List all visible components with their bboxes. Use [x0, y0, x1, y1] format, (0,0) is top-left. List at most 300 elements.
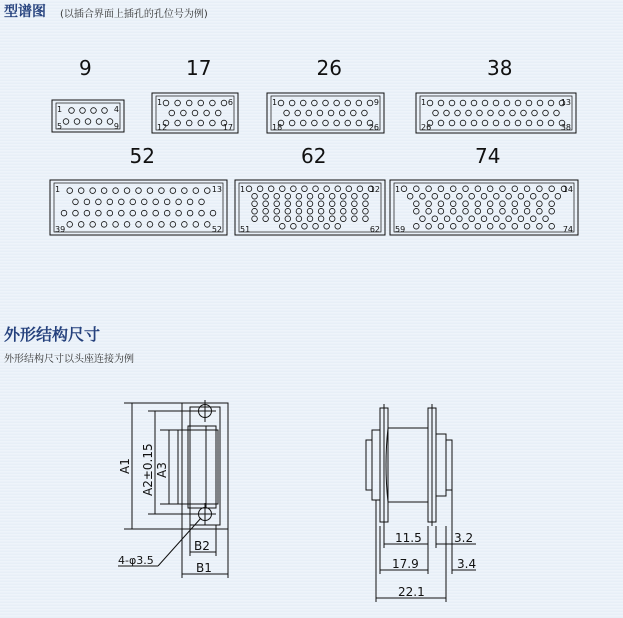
pin-hole — [537, 120, 543, 126]
pin-hole — [90, 188, 96, 194]
pin-hole — [537, 186, 543, 192]
pin-hole — [69, 108, 75, 114]
pin-hole — [328, 110, 334, 116]
pin-hole — [312, 100, 318, 106]
pin-hole — [192, 110, 198, 116]
pin-number-lastrow-first: 18 — [272, 123, 283, 132]
pin-hole — [317, 110, 323, 116]
pin-hole — [257, 186, 263, 192]
pin-hole — [512, 223, 518, 229]
pin-number-last: 62 — [369, 225, 380, 234]
pin-hole — [549, 201, 555, 207]
pin-hole — [193, 188, 199, 194]
pin-hole — [506, 216, 512, 222]
pin-hole — [141, 199, 147, 205]
pin-hole — [136, 222, 142, 228]
pin-hole — [524, 223, 530, 229]
connector-9-pin-layout — [52, 56, 124, 132]
pin-hole — [289, 100, 295, 106]
pin-hole — [335, 223, 341, 229]
pin-hole — [296, 193, 302, 199]
pin-hole — [450, 201, 456, 207]
pin-hole — [481, 193, 487, 199]
pin-hole — [532, 110, 538, 116]
pin-hole — [463, 201, 469, 207]
dim-11-5: 11.5 — [395, 531, 422, 545]
pin-number-first: 1 — [57, 105, 63, 114]
pin-hole — [313, 186, 319, 192]
pin-hole — [466, 110, 472, 116]
pin-hole — [169, 110, 175, 116]
pin-hole — [524, 186, 530, 192]
pin-number-last: 17 — [222, 123, 233, 132]
pin-hole — [102, 108, 108, 114]
pin-hole — [414, 186, 420, 192]
pin-hole — [113, 222, 119, 228]
pin-number-lastrow-first: 59 — [395, 225, 406, 234]
pin-hole — [499, 110, 505, 116]
pin-hole — [324, 223, 330, 229]
pin-hole — [367, 100, 373, 106]
section-note-series: (以插合界面上插孔的孔位号为例) — [60, 9, 208, 20]
pin-hole — [487, 186, 493, 192]
pin-hole — [318, 193, 324, 199]
pin-hole — [221, 100, 227, 106]
pin-number-lastrow-first: 26 — [421, 123, 432, 132]
pin-hole — [530, 216, 536, 222]
pin-hole — [187, 210, 193, 216]
pin-hole — [318, 201, 324, 207]
pin-hole — [444, 216, 450, 222]
pin-hole — [432, 216, 438, 222]
pin-hole — [426, 186, 432, 192]
pin-hole — [352, 208, 358, 214]
pin-hole — [307, 201, 313, 207]
dim-b1: B1 — [196, 561, 212, 575]
pin-hole — [362, 110, 368, 116]
pin-hole — [401, 186, 407, 192]
pin-number-lastrow-first: 12 — [157, 123, 168, 132]
pin-hole — [329, 216, 335, 222]
pin-hole — [537, 208, 543, 214]
pin-hole — [295, 110, 301, 116]
connector-count-label: 62 — [301, 144, 327, 168]
pin-hole — [438, 100, 444, 106]
pin-hole — [340, 201, 346, 207]
pin-hole — [555, 193, 561, 199]
pin-hole — [285, 193, 291, 199]
pin-hole — [518, 193, 524, 199]
pin-hole — [198, 120, 204, 126]
pin-hole — [291, 186, 297, 192]
dim-a2: A2±0.15 — [141, 443, 155, 496]
connector-17-pin-layout — [152, 56, 238, 133]
pin-hole — [318, 208, 324, 214]
pin-hole — [300, 100, 306, 106]
pin-number-row1-last: 13 — [560, 98, 571, 107]
pin-hole — [119, 199, 125, 205]
pin-hole — [63, 119, 69, 125]
pin-hole — [356, 100, 362, 106]
pin-hole — [198, 100, 204, 106]
pin-hole — [414, 208, 420, 214]
pin-hole — [510, 110, 516, 116]
pin-hole — [323, 120, 329, 126]
pin-number-last: 9 — [113, 122, 119, 131]
pin-hole — [323, 100, 329, 106]
pin-hole — [96, 199, 102, 205]
pin-number-lastrow-first: 5 — [57, 122, 63, 131]
pin-hole — [420, 216, 426, 222]
pin-hole — [296, 208, 302, 214]
pin-hole — [284, 110, 290, 116]
pin-hole — [487, 208, 493, 214]
pin-hole — [176, 199, 182, 205]
pin-hole — [204, 222, 210, 228]
pin-hole — [549, 186, 555, 192]
pin-hole — [90, 222, 96, 228]
pin-hole — [426, 201, 432, 207]
pin-hole — [493, 100, 499, 106]
pin-hole — [296, 216, 302, 222]
pin-number-row1-last: 9 — [373, 98, 379, 107]
pin-hole — [136, 188, 142, 194]
pin-hole — [163, 100, 169, 106]
pin-hole — [147, 188, 153, 194]
pin-hole — [334, 120, 340, 126]
connector-count-label: 26 — [316, 56, 342, 80]
dim-a3: A3 — [155, 462, 169, 478]
pin-hole — [175, 100, 181, 106]
pin-hole — [363, 208, 369, 214]
pin-hole — [512, 208, 518, 214]
dim-a1: A1 — [118, 458, 132, 474]
pin-hole — [130, 210, 136, 216]
pin-hole — [96, 210, 102, 216]
pin-hole — [176, 210, 182, 216]
pin-hole — [471, 120, 477, 126]
pin-hole — [449, 120, 455, 126]
connector-count-label: 38 — [487, 56, 513, 80]
dim-22-1: 22.1 — [398, 585, 425, 599]
pin-hole — [96, 119, 102, 125]
connector-62-pin-layout — [235, 144, 385, 235]
side-view-drawing — [0, 378, 623, 618]
pin-number-first: 1 — [421, 98, 427, 107]
pin-hole — [119, 210, 125, 216]
pin-hole — [363, 193, 369, 199]
pin-hole — [477, 110, 483, 116]
pin-hole — [252, 216, 258, 222]
dim-holes: 4-φ3.5 — [118, 554, 154, 567]
pin-hole — [460, 120, 466, 126]
pin-hole — [61, 210, 67, 216]
pin-hole — [487, 223, 493, 229]
pin-hole — [187, 199, 193, 205]
pin-hole — [357, 186, 363, 192]
pin-hole — [113, 188, 119, 194]
pin-hole — [363, 216, 369, 222]
section-title-dimensions: 外形结构尺寸 — [4, 325, 101, 344]
pin-number-first: 1 — [55, 185, 61, 194]
connector-count-label: 74 — [475, 144, 501, 168]
connector-74-pin-layout — [390, 144, 578, 235]
dim-3-4: 3.4 — [457, 557, 477, 571]
pin-hole — [494, 216, 500, 222]
pin-hole — [340, 193, 346, 199]
pin-hole — [204, 110, 210, 116]
pin-hole — [554, 110, 560, 116]
pin-hole — [438, 186, 444, 192]
pin-hole — [340, 208, 346, 214]
pin-hole — [263, 193, 269, 199]
pin-hole — [481, 216, 487, 222]
pin-hole — [420, 193, 426, 199]
pin-hole — [285, 216, 291, 222]
pin-hole — [494, 193, 500, 199]
pin-hole — [67, 222, 73, 228]
pin-hole — [512, 201, 518, 207]
pin-hole — [182, 222, 188, 228]
pin-hole — [73, 210, 79, 216]
pin-number-row1-last: 13 — [211, 185, 222, 194]
pin-hole — [153, 199, 159, 205]
pin-hole — [274, 193, 280, 199]
pin-hole — [124, 188, 130, 194]
pin-hole — [263, 201, 269, 207]
pin-hole — [73, 199, 79, 205]
pin-hole — [515, 100, 521, 106]
dim-17-9: 17.9 — [392, 557, 419, 571]
pin-hole — [210, 120, 216, 126]
pin-hole — [548, 100, 554, 106]
pin-hole — [457, 193, 463, 199]
pin-hole — [427, 100, 433, 106]
pin-hole — [475, 208, 481, 214]
pin-hole — [543, 110, 549, 116]
pin-hole — [548, 120, 554, 126]
pin-hole — [515, 120, 521, 126]
pin-hole — [279, 223, 285, 229]
pin-hole — [164, 210, 170, 216]
pin-hole — [543, 216, 549, 222]
dim-b2: B2 — [194, 539, 210, 553]
section-title-series: 型谱图 — [4, 4, 46, 20]
connector-count-label: 52 — [129, 144, 155, 168]
pin-number-first: 1 — [240, 185, 246, 194]
pin-hole — [488, 110, 494, 116]
pin-hole — [482, 100, 488, 106]
pin-hole — [438, 120, 444, 126]
pin-hole — [521, 110, 527, 116]
pin-hole — [444, 110, 450, 116]
pin-hole — [80, 108, 86, 114]
pin-hole — [450, 223, 456, 229]
pin-hole — [432, 193, 438, 199]
pin-hole — [67, 188, 73, 194]
pin-hole — [85, 119, 91, 125]
dim-3-2: 3.2 — [454, 531, 474, 545]
pin-hole — [193, 222, 199, 228]
pin-number-row1-last: 4 — [113, 105, 119, 114]
pin-hole — [274, 201, 280, 207]
pin-number-row1-last: 6 — [227, 98, 233, 107]
pin-hole — [352, 193, 358, 199]
pin-hole — [530, 193, 536, 199]
pin-hole — [101, 188, 107, 194]
pin-hole — [414, 201, 420, 207]
pin-hole — [526, 120, 532, 126]
pin-hole — [312, 120, 318, 126]
pin-hole — [449, 100, 455, 106]
pin-hole — [291, 223, 297, 229]
pin-hole — [345, 100, 351, 106]
pin-hole — [469, 193, 475, 199]
pin-hole — [334, 100, 340, 106]
pin-hole — [199, 199, 205, 205]
pin-hole — [78, 222, 84, 228]
pin-hole — [438, 201, 444, 207]
pin-hole — [475, 186, 481, 192]
pin-hole — [329, 201, 335, 207]
pin-hole — [186, 120, 192, 126]
pin-hole — [407, 193, 413, 199]
pin-hole — [438, 223, 444, 229]
pin-hole — [307, 208, 313, 214]
pin-hole — [279, 186, 285, 192]
pin-hole — [526, 100, 532, 106]
pin-hole — [182, 188, 188, 194]
pin-hole — [252, 193, 258, 199]
pin-number-first: 1 — [395, 185, 401, 194]
pin-hole — [278, 100, 284, 106]
pin-hole — [500, 186, 506, 192]
pin-hole — [153, 210, 159, 216]
pin-hole — [460, 100, 466, 106]
pin-hole — [475, 201, 481, 207]
pin-hole — [199, 210, 205, 216]
connector-38-pin-layout — [416, 56, 576, 133]
pin-hole — [215, 110, 221, 116]
pin-hole — [307, 216, 313, 222]
pin-hole — [170, 188, 176, 194]
pin-hole — [164, 199, 170, 205]
pin-hole — [285, 201, 291, 207]
pin-hole — [101, 222, 107, 228]
pin-hole — [487, 201, 493, 207]
pin-hole — [107, 199, 113, 205]
pin-hole — [518, 216, 524, 222]
pin-hole — [318, 216, 324, 222]
pin-hole — [313, 223, 319, 229]
pin-hole — [500, 208, 506, 214]
pin-number-lastrow-first: 39 — [55, 225, 66, 234]
connector-count-label: 17 — [186, 56, 212, 80]
side-view-dim-lines — [376, 490, 476, 602]
pin-number-last: 26 — [368, 123, 379, 132]
pin-hole — [186, 100, 192, 106]
pin-hole — [450, 208, 456, 214]
pin-hole — [210, 100, 216, 106]
pin-hole — [457, 216, 463, 222]
pin-hole — [147, 222, 153, 228]
pin-number-first: 1 — [157, 98, 163, 107]
section-note-dimensions: 外形结构尺寸以头座连接为例 — [4, 354, 134, 365]
pin-hole — [345, 120, 351, 126]
pin-hole — [340, 216, 346, 222]
pin-hole — [107, 210, 113, 216]
pin-hole — [302, 223, 308, 229]
pin-hole — [524, 201, 530, 207]
pin-hole — [84, 199, 90, 205]
pin-hole — [543, 193, 549, 199]
pin-hole — [263, 216, 269, 222]
pin-hole — [346, 186, 352, 192]
pin-hole — [493, 120, 499, 126]
connector-series-diagram — [0, 55, 623, 305]
pin-hole — [84, 210, 90, 216]
pin-hole — [500, 223, 506, 229]
pin-hole — [175, 120, 181, 126]
pin-number-row1-last: 12 — [369, 185, 380, 194]
pin-hole — [463, 186, 469, 192]
pin-hole — [352, 216, 358, 222]
pin-hole — [268, 186, 274, 192]
pin-hole — [181, 110, 187, 116]
pin-hole — [363, 201, 369, 207]
pin-number-lastrow-first: 51 — [240, 225, 251, 234]
pin-hole — [506, 193, 512, 199]
pin-hole — [324, 186, 330, 192]
pin-hole — [141, 210, 147, 216]
pin-hole — [159, 222, 165, 228]
pin-hole — [74, 119, 80, 125]
pin-hole — [159, 188, 165, 194]
pin-hole — [107, 119, 113, 125]
pin-hole — [274, 216, 280, 222]
pin-hole — [482, 120, 488, 126]
pin-hole — [444, 193, 450, 199]
pin-hole — [438, 208, 444, 214]
pin-hole — [351, 110, 357, 116]
pin-hole — [246, 186, 252, 192]
pin-number-row1-last: 14 — [562, 185, 573, 194]
pin-hole — [289, 120, 295, 126]
pin-hole — [463, 223, 469, 229]
pin-hole — [537, 201, 543, 207]
pin-hole — [512, 186, 518, 192]
connector-52-pin-layout — [50, 144, 227, 235]
pin-hole — [306, 110, 312, 116]
pin-hole — [537, 100, 543, 106]
pin-hole — [300, 120, 306, 126]
pin-hole — [356, 120, 362, 126]
pin-hole — [170, 222, 176, 228]
side-view-body — [366, 404, 452, 526]
pin-hole — [130, 199, 136, 205]
pin-hole — [469, 216, 475, 222]
pin-hole — [296, 201, 302, 207]
pin-hole — [463, 208, 469, 214]
pin-hole — [426, 208, 432, 214]
pin-hole — [91, 108, 97, 114]
pin-hole — [329, 193, 335, 199]
pin-hole — [524, 208, 530, 214]
pin-hole — [263, 208, 269, 214]
pin-hole — [252, 201, 258, 207]
pin-hole — [450, 186, 456, 192]
pin-hole — [124, 222, 130, 228]
